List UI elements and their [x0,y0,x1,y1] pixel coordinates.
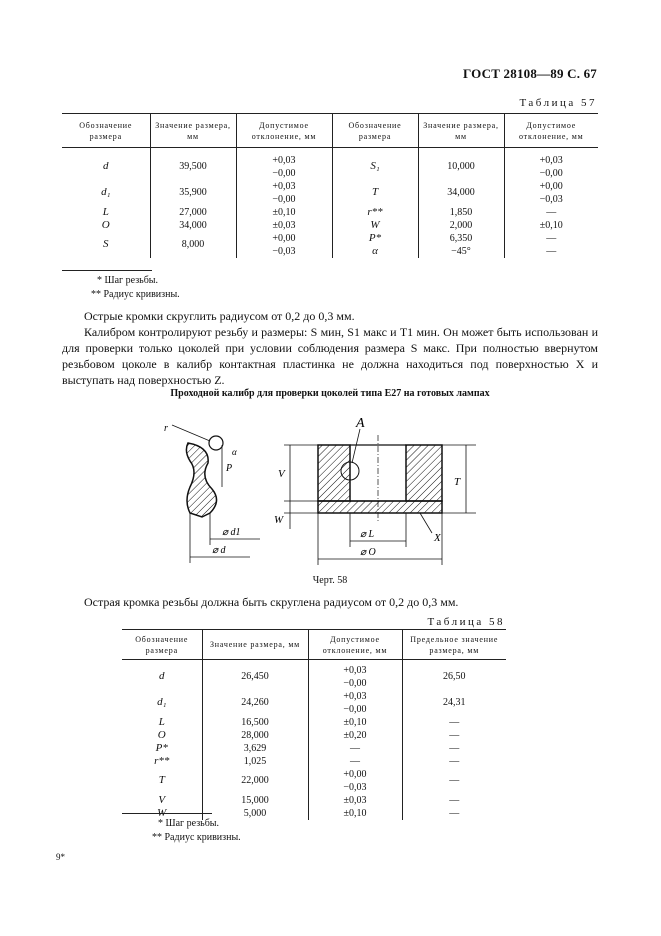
t57-h5: Значение размера, мм [418,114,504,148]
label-r: r [164,423,168,434]
t58-row: V 15,000 ±0,03 — [122,794,506,807]
figure-caption: Черт. 58 [312,575,348,586]
drawing-58 [150,405,550,575]
t58-note-2: ** Радиус кривизны. [152,832,241,843]
label-W: W [274,514,284,526]
t57-h3: Допустимое отклонение, мм [236,114,332,148]
page-header: ГОСТ 28108—89 С. 67 [463,66,597,81]
t57-row: O 34,000 ±0,03 W 2,000 ±0,10 [62,219,598,232]
t58-h1: Обозначение размера [135,634,189,655]
body-text [62,308,598,388]
t57-h2: Значение размера, мм [150,114,236,148]
t58-row: L 16,500 ±0,10 — [122,716,506,729]
t57-row: d 39,500 +0,03 −0,00 S₁ 10,000 +0,03 −0,00 [62,154,598,180]
figure-title: Проходной калибр для проверки цоколей типа Е27 на готовых лампах [170,388,490,399]
t58-row: T 22,000 +0,00 −0,03 — [122,768,506,794]
t58-h3: Допустимое отклонение, мм [308,630,402,660]
label-alpha: α [232,447,237,457]
t58-row: d 26,450 +0,03 −0,00 26,50 [122,664,506,690]
signature-mark: 9* [56,852,65,862]
thread-profile-detail [164,423,260,563]
t57-h1: Обозначение размера [79,120,133,141]
table-58 [122,629,506,820]
t57-row: d₁ 35,900 +0,03 −0,00 T 34,000 +0,00 −0,03 [62,180,598,206]
label-p: P [226,463,233,474]
table-57 [62,113,598,258]
label-T: T [454,476,461,488]
footnote-rule-2 [122,813,212,814]
label-A: A [356,416,365,431]
t57-h4: Обозначение размера [332,114,418,148]
label-X: X [434,532,441,544]
t57-h6: Допустимое отклонение, мм [504,114,598,148]
label-O: ⌀ O [360,547,376,558]
paragraph-3-wrap [62,594,598,610]
label-d1: ⌀ d1 [222,527,241,538]
t57-row: L 27,000 ±0,10 r** 1,850 — [62,206,598,219]
table58-caption: Таблица 58 [427,616,505,628]
footnote-rule [62,270,152,271]
paragraph-3: Острая кромка резьбы должна быть скруглена радиусом от 0,2 до 0,3 мм. [84,595,459,609]
t58-row: r** 1,025 — — [122,755,506,768]
paragraph-2: Калибром контролируют резьбу и размеры: S мин, S1 макс и T1 мин. Он может быть использован и для проверки только цоколей при условии соблюдения размера S макс. При полностью ввернутом резьбовом цоколе в калибр контактная пластинка не должна находиться под поверхностью X и выступать над поверхностью Z. [62,325,598,387]
label-V: V [278,468,285,480]
t57-note-1: * Шаг резьбы. [97,275,159,286]
t58-row: W 5,000 ±0,10 — [122,807,506,820]
paragraph-1: Острые кромки скруглить радиусом от 0,2 до 0,3 мм. [84,309,355,323]
table57-caption: Таблица 57 [519,97,597,109]
label-d: ⌀ d [212,545,226,556]
gauge-section [274,416,476,565]
t58-row: P* 3,629 — — [122,742,506,755]
t57-note-2: ** Радиус кривизны. [91,289,180,300]
t57-row: S 8,000 +0,00 −0,03 P* α 6,350 −45° — — [62,232,598,258]
t58-h4: Предельное значение размера, мм [402,630,506,660]
t58-row: d₁ 24,260 +0,03 −0,00 24,31 [122,690,506,716]
t58-note-1: * Шаг резьбы. [158,818,220,829]
t58-h2: Значение размера, мм [202,630,308,660]
label-L: ⌀ L [360,529,375,540]
t58-row: O 28,000 ±0,20 — [122,729,506,742]
